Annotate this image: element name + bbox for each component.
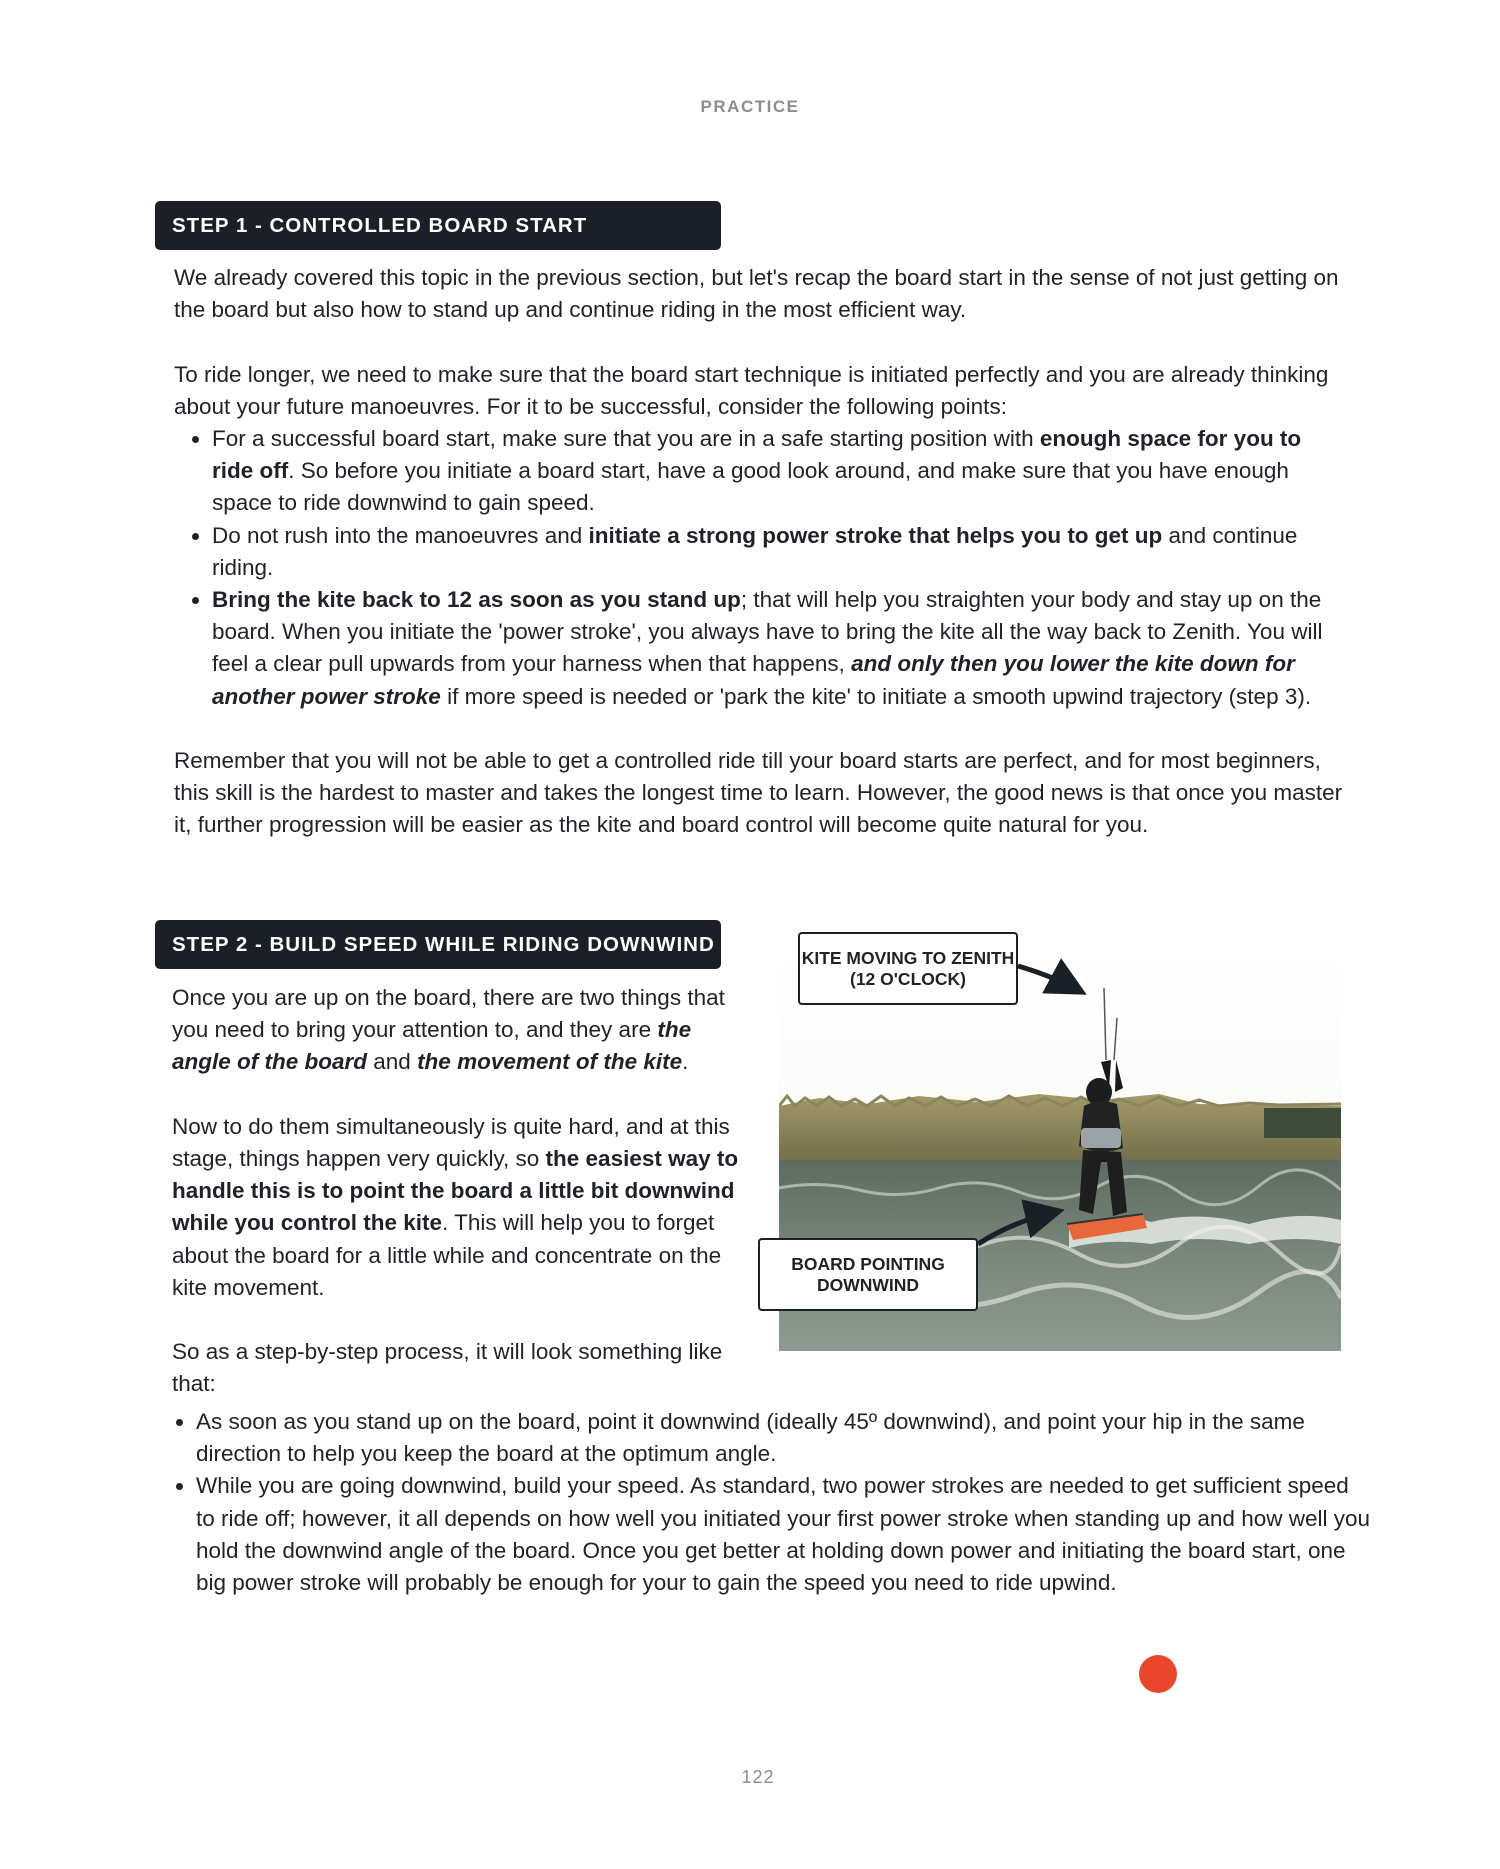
step1-section: [174, 262, 1344, 842]
step1-heading: STEP 1 - CONTROLLED BOARD START: [155, 201, 721, 250]
step1-list: [174, 423, 1344, 713]
list-item: • For a successful board start, make sure that you are in a safe starting position with enough space for you to ride off. So before you initiate a board start, have a good look around, and make sure that you have enough space to ride downwind to gain speed.: [212, 423, 1344, 520]
list-item: • As soon as you stand up on the board, point it downwind (ideally 45º downwind), and point your hip in the same direction to help you keep the board at the optimum angle.: [196, 1406, 1371, 1470]
callout-board: BOARD POINTING DOWNWIND: [758, 1238, 978, 1311]
step2-paragraph: So as a step-by-step process, it will look something like that:: [172, 1339, 723, 1397]
step2-heading: STEP 2 - BUILD SPEED WHILE RIDING DOWNWIND: [155, 920, 721, 969]
step2-text-column: [172, 982, 752, 1401]
list-item: • Bring the kite back to 12 as soon as you stand up; that will help you straighten your body and stay up on the board. When you initiate the 'power stroke', you always have to bring the kite all the way back to Zenith. You will feel a clear pull upwards from your harness when that happens, and only then you lower the kite down for another power stroke if more speed is needed or 'park the kite' to initiate a smooth upwind trajectory (step 3).: [212, 584, 1344, 713]
step1-lead: To ride longer, we need to make sure that the board start technique is initiated perfectly and you are already thinking about your future manoeuvres. For it to be successful, consider the following points:: [174, 361, 1329, 419]
list-item: • Do not rush into the manoeuvres and initiate a strong power stroke that helps you to get up and continue riding.: [212, 520, 1344, 584]
step1-intro: We already covered this topic in the previous section, but let's recap the board start in the sense of not just getting on the board but also how to stand up and continue riding in the most efficient way.: [174, 265, 1339, 323]
list-item: • While you are going downwind, build your speed. As standard, two power strokes are needed to get sufficient speed to ride off; however, it all depends on how well you initiated your first power stroke when standing up and how well you hold the downwind angle of the board. Once you get better at holding down power and initiating the board start, one big power stroke will probably be enough for your to gain the speed you need to ride upwind.: [196, 1470, 1371, 1599]
step2-list: [172, 1406, 1371, 1599]
callout-kite: KITE MOVING TO ZENITH (12 O'CLOCK): [798, 932, 1018, 1005]
running-head: PRACTICE: [700, 97, 800, 116]
step2-paragraph: Now to do them simultaneously is quite hard, and at this stage, things happen very quickly, so the easiest way to handle this is to point the board a little bit downwind while you control the kite. This will help you to forget about the board for a little while and concentrate on the kite movement.: [172, 1113, 739, 1300]
step2-paragraph: Once you are up on the board, there are two things that you need to bring your attention to, and they are the angle of the board and the movement of the kite.: [172, 985, 725, 1075]
page-number: 122: [741, 1767, 775, 1787]
step1-closing: Remember that you will not be able to get a controlled ride till your board starts are perfect, and for most beginners, this skill is the hardest to master and takes the longest time to learn. However, the good news is that once you master it, further progression will be easier as the kite and board control will become quite natural for you.: [174, 748, 1343, 838]
accent-dot: [1139, 1655, 1177, 1693]
